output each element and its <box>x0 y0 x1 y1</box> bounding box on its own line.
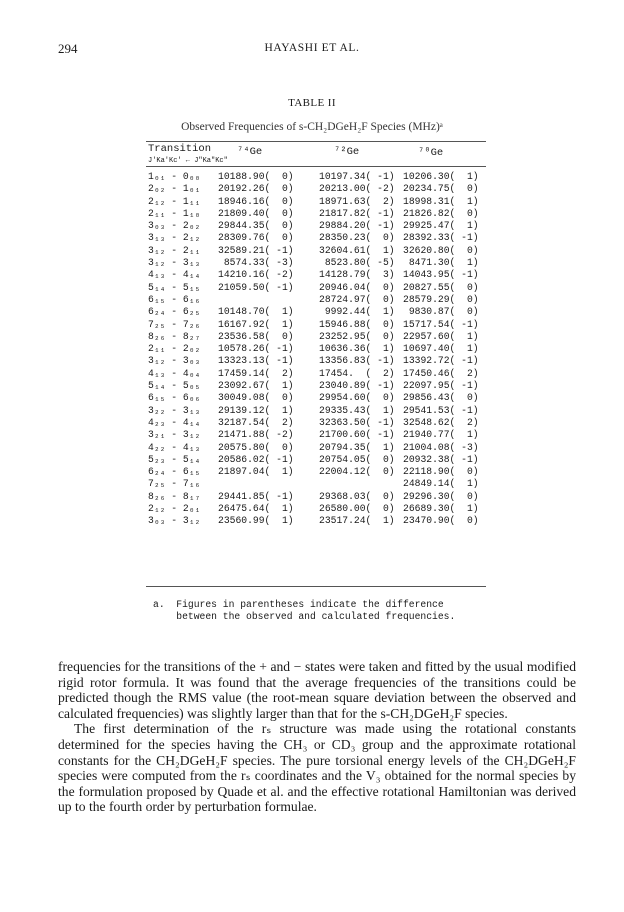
header-ge74: ⁷⁴Ge <box>237 146 263 158</box>
transition-cell: 2₀₂ - 1₀₁ <box>148 183 201 195</box>
ge74-cell: 14210.16( -2) <box>218 269 294 281</box>
ge70-cell: 29541.53( -1) <box>403 404 479 416</box>
table-row <box>146 515 486 527</box>
ge72-cell: 20946.04( 0) <box>319 281 395 293</box>
header-transition-sub: J'Ka'Kc' ← J"Ka"Kc" <box>148 157 228 165</box>
body-text <box>58 659 576 815</box>
ge72-cell: 20754.05( 0) <box>319 453 395 465</box>
table-row <box>146 171 486 183</box>
transition-cell: 2₁₁ - 2₀₂ <box>148 343 201 355</box>
table-row <box>146 454 486 466</box>
ge72-cell: 28724.97( 0) <box>319 293 395 305</box>
table-row <box>146 380 486 392</box>
ge70-cell: 22957.60( 1) <box>403 330 479 342</box>
ge74-cell: 18946.16( 0) <box>218 195 294 207</box>
ge72-cell: 29884.20( -1) <box>319 220 395 232</box>
header-ge70: ⁷⁰Ge <box>418 147 444 159</box>
ge70-cell: 22097.95( -1) <box>403 380 479 392</box>
table-top-rule <box>146 141 486 142</box>
ge74-cell: 13323.13( -1) <box>218 355 294 367</box>
footnote-line-1: a. Figures in parentheses indicate the difference <box>153 599 444 610</box>
ge70-cell: 29925.47( 1) <box>403 220 479 232</box>
ge70-cell: 32620.80( 0) <box>403 244 479 256</box>
table-row <box>146 343 486 355</box>
table-row <box>146 294 486 306</box>
table-caption: Observed Frequencies of s-CH₂DGeH₂F Species (MHz)ᵃ <box>181 121 443 133</box>
table-row <box>146 319 486 331</box>
ge70-cell: 8471.30( 1) <box>403 257 479 269</box>
table-row <box>146 306 486 318</box>
ge72-cell: 23040.89( -1) <box>319 380 395 392</box>
ge74-cell: 21471.88( -2) <box>218 429 294 441</box>
table-row <box>146 392 486 404</box>
table-row <box>146 257 486 269</box>
table-row <box>146 269 486 281</box>
ge72-cell: 29368.03( 0) <box>319 490 395 502</box>
table-row <box>146 442 486 454</box>
ge72-cell: 20794.35( 1) <box>319 441 395 453</box>
transition-cell: 7₂₅ - 7₁₆ <box>148 478 201 490</box>
table-row <box>146 466 486 478</box>
ge72-cell: 26580.00( 0) <box>319 503 395 515</box>
paragraph-2: The first determination of the rₛ structure was made using the rotational constants determined for the species having the CH₃ or CD₃ group and the approximate rotational constants for the CH₂DGeH₂F species. The pure torsional energy levels of the CH₂DGeH₂F species were computed from the rₛ coordinates and the V₃ obtained for the normal species by the formulation proposed by Quade et al. and the effective rotational Hamiltonian was derived up to the fourth order by perturbation formulae. <box>58 721 576 815</box>
ge74-cell: 32187.54( 2) <box>218 416 294 428</box>
ge72-cell: 32604.61( 1) <box>319 244 395 256</box>
ge72-cell: 21817.82( -1) <box>319 207 395 219</box>
ge72-cell: 28350.23( 0) <box>319 232 395 244</box>
table-row <box>146 405 486 417</box>
table-row <box>146 208 486 220</box>
ge72-cell: 22004.12( 0) <box>319 466 395 478</box>
ge70-cell: 22118.90( 0) <box>403 466 479 478</box>
transition-cell: 2₁₂ - 2₀₁ <box>148 503 201 515</box>
table-row <box>146 491 486 503</box>
ge74-cell: 20575.80( 0) <box>218 441 294 453</box>
transition-cell: 4₁₃ - 4₁₄ <box>148 269 201 281</box>
ge70-cell: 13392.72( -1) <box>403 355 479 367</box>
transition-cell: 3₁₂ - 2₁₁ <box>148 244 201 256</box>
ge70-cell: 21004.08( -3) <box>403 441 479 453</box>
transition-cell: 6₂₄ - 6₂₅ <box>148 306 201 318</box>
header-ge72: ⁷²Ge <box>334 146 360 158</box>
ge72-cell: 13356.83( -1) <box>319 355 395 367</box>
ge74-cell: 10578.26( -1) <box>218 343 294 355</box>
ge72-cell: 10197.34( -1) <box>319 171 395 182</box>
ge74-cell: 21059.50( -1) <box>218 281 294 293</box>
transition-cell: 3₀₃ - 2₀₂ <box>148 220 201 232</box>
transition-cell: 5₂₃ - 5₁₄ <box>148 453 201 465</box>
table-row <box>146 331 486 343</box>
transition-cell: 3₁₂ - 3₀₃ <box>148 355 201 367</box>
table-row <box>146 417 486 429</box>
ge74-cell: 29139.12( 1) <box>218 404 294 416</box>
table-row <box>146 478 486 490</box>
ge74-cell: 32589.21( -1) <box>218 244 294 256</box>
ge70-cell: 9830.87( 0) <box>403 306 479 318</box>
transition-cell: 6₂₄ - 6₁₅ <box>148 466 201 478</box>
transition-cell: 5₁₄ - 5₀₅ <box>148 380 201 392</box>
ge74-cell: 30049.08( 0) <box>218 392 294 404</box>
ge72-cell: 23252.95( 0) <box>319 330 395 342</box>
transition-cell: 1₀₁ - 0₀₀ <box>148 171 201 182</box>
ge70-cell: 14043.95( -1) <box>403 269 479 281</box>
table-row <box>146 429 486 441</box>
ge74-cell: 17459.14( 2) <box>218 367 294 379</box>
transition-cell: 3₀₃ - 3₁₂ <box>148 515 201 527</box>
ge72-cell: 21700.60( -1) <box>319 429 395 441</box>
ge70-cell: 23470.90( 0) <box>403 515 479 527</box>
table-row <box>146 245 486 257</box>
header-transition: Transition <box>148 143 212 155</box>
ge70-cell: 10697.40( 1) <box>403 343 479 355</box>
transition-cell: 4₂₂ - 4₁₃ <box>148 441 201 453</box>
ge70-cell: 28392.33( -1) <box>403 232 479 244</box>
ge72-cell: 29954.60( 0) <box>319 392 395 404</box>
table-row <box>146 368 486 380</box>
ge72-cell: 23517.24( 1) <box>319 515 395 527</box>
ge74-cell: 26475.64( 1) <box>218 503 294 515</box>
table-row <box>146 503 486 515</box>
ge72-cell: 14128.79( 3) <box>319 269 395 281</box>
transition-cell: 7₂₅ - 7₂₆ <box>148 318 201 330</box>
ge70-cell: 24849.14( 1) <box>403 478 479 490</box>
table-footnote <box>153 599 455 623</box>
transition-cell: 3₁₂ - 3₁₃ <box>148 257 201 269</box>
ge70-cell: 20827.55( 0) <box>403 281 479 293</box>
ge74-cell: 8574.33( -3) <box>218 257 294 269</box>
transition-cell: 2₁₁ - 1₁₀ <box>148 207 201 219</box>
ge72-cell: 8523.80( -5) <box>319 257 395 269</box>
transition-cell: 3₂₁ - 3₁₂ <box>148 429 201 441</box>
paragraph-1: frequencies for the transitions of the + and − states were taken and fitted by the usual modified rigid rotor formula. It was found that the average frequencies of the transitions could be predicted though the RMS value (the root-mean square deviation between the observed and calculated frequencies) was slightly larger than that for the s-CH₂DGeH₂F species. <box>58 659 576 721</box>
ge70-cell: 28579.29( 0) <box>403 293 479 305</box>
transition-cell: 8₂₆ - 8₁₇ <box>148 490 201 502</box>
ge72-cell: 15946.88( 0) <box>319 318 395 330</box>
transition-cell: 5₁₄ - 5₁₅ <box>148 281 201 293</box>
transition-cell: 4₁₃ - 4₀₄ <box>148 367 201 379</box>
table-row <box>146 220 486 232</box>
transition-cell: 3₂₂ - 3₁₃ <box>148 404 201 416</box>
table-header-rule <box>146 166 486 167</box>
table-body <box>146 171 486 528</box>
ge74-cell: 21809.40( 0) <box>218 207 294 219</box>
ge72-cell: 32363.50( -1) <box>319 416 395 428</box>
ge70-cell: 29856.43( 0) <box>403 392 479 404</box>
ge74-cell: 20586.02( -1) <box>218 453 294 465</box>
ge70-cell: 32548.62( 2) <box>403 416 479 428</box>
ge74-cell: 10188.90( 0) <box>218 171 294 182</box>
ge72-cell: 18971.63( 2) <box>319 195 395 207</box>
ge70-cell: 20234.75( 0) <box>403 183 479 195</box>
ge72-cell: 10636.36( 1) <box>319 343 395 355</box>
ge74-cell: 29441.85( -1) <box>218 490 294 502</box>
table-row <box>146 232 486 244</box>
ge70-cell: 17450.46( 2) <box>403 367 479 379</box>
table-row <box>146 355 486 367</box>
transition-cell: 8₂₆ - 8₂₇ <box>148 330 201 342</box>
ge74-cell: 20192.26( 0) <box>218 183 294 195</box>
ge70-cell: 10206.30( 1) <box>403 171 479 182</box>
table-row <box>146 196 486 208</box>
table-row <box>146 282 486 294</box>
ge74-cell: 16167.92( 1) <box>218 318 294 330</box>
ge74-cell: 23092.67( 1) <box>218 380 294 392</box>
ge70-cell: 21826.82( 0) <box>403 207 479 219</box>
ge72-cell: 17454. ( 2) <box>319 367 395 379</box>
table-bottom-rule <box>146 586 486 587</box>
ge72-cell: 9992.44( 1) <box>319 306 395 318</box>
ge70-cell: 26689.30( 1) <box>403 503 479 515</box>
ge72-cell: 29335.43( 1) <box>319 404 395 416</box>
table-row <box>146 183 486 195</box>
ge74-cell: 29844.35( 0) <box>218 220 294 232</box>
transition-cell: 6₁₅ - 6₁₆ <box>148 293 201 305</box>
ge72-cell: 20213.00( -2) <box>319 183 395 195</box>
transition-cell: 2₁₂ - 1₁₁ <box>148 195 201 207</box>
ge70-cell: 29296.30( 0) <box>403 490 479 502</box>
footnote-line-2: between the observed and calculated frequencies. <box>153 611 456 622</box>
running-head: HAYASHI ET AL. <box>264 42 360 54</box>
transition-cell: 4₂₃ - 4₁₄ <box>148 416 201 428</box>
ge70-cell: 15717.54( -1) <box>403 318 479 330</box>
table-label: TABLE II <box>288 97 336 109</box>
ge74-cell: 28309.76( 0) <box>218 232 294 244</box>
ge70-cell: 20932.38( -1) <box>403 453 479 465</box>
transition-cell: 6₁₅ - 6₀₆ <box>148 392 201 404</box>
page-number: 294 <box>58 41 78 56</box>
ge70-cell: 18998.31( 1) <box>403 195 479 207</box>
ge74-cell: 23560.99( 1) <box>218 515 294 527</box>
ge74-cell: 21897.04( 1) <box>218 466 294 478</box>
ge74-cell: 10148.70( 1) <box>218 306 294 318</box>
ge70-cell: 21940.77( 1) <box>403 429 479 441</box>
ge74-cell: 23536.58( 0) <box>218 330 294 342</box>
transition-cell: 3₁₃ - 2₁₂ <box>148 232 201 244</box>
